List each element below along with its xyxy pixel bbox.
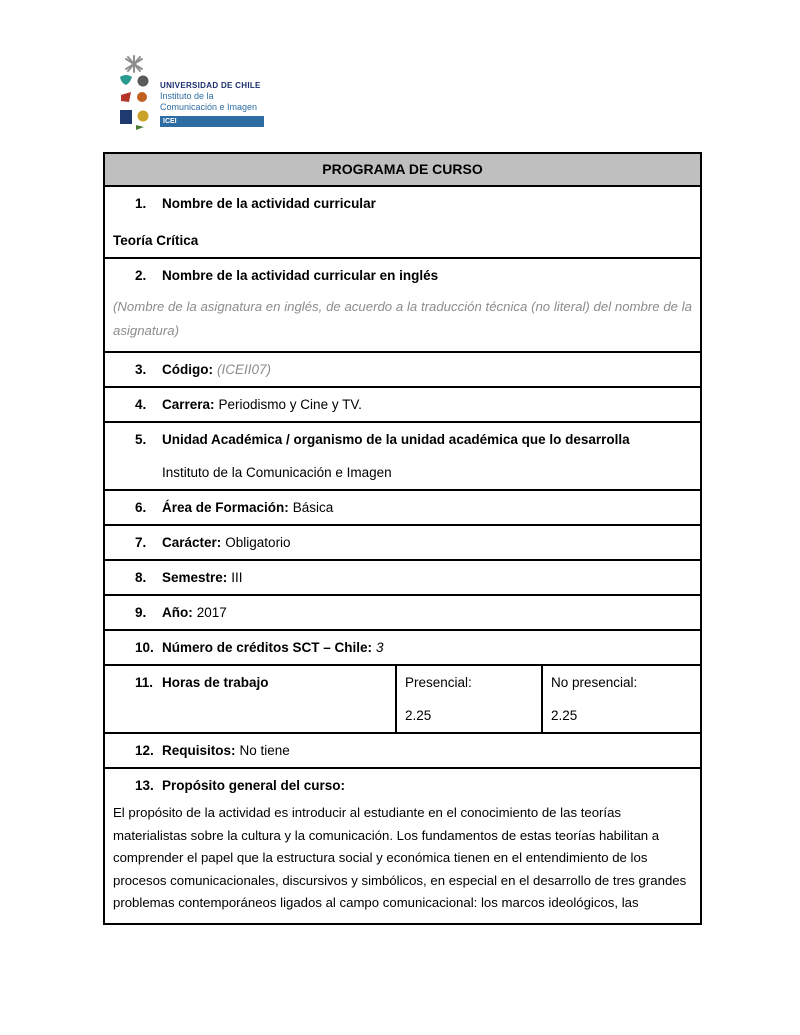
item-number-9: 9.: [135, 605, 147, 620]
table-row-13: [104, 768, 701, 924]
requisitos-value: No tiene: [239, 743, 290, 758]
nombre-actividad-line: [113, 195, 692, 212]
university-logo-text: [160, 55, 264, 127]
university-logo: [116, 55, 264, 131]
table-row-1: [104, 186, 701, 258]
nombre-ingles-note: (Nombre de la asignatura en inglés, de acuerdo a la traducción técnica (no literal) del nombre de la asignatura): [113, 299, 693, 338]
document-title: PROGRAMA DE CURSO: [104, 153, 701, 186]
item-number-3: 3.: [135, 362, 147, 377]
table-row-3: [104, 352, 701, 387]
table-row-8: [104, 560, 701, 595]
item-number-10: 10.: [135, 640, 154, 655]
institute-name-line1: Instituto de la: [160, 91, 214, 101]
institute-acronym-bar: [160, 116, 264, 127]
ano-value: 2017: [196, 605, 227, 620]
proposito-label: Propósito general del curso:: [162, 778, 346, 793]
item-number-12: 12.: [135, 743, 154, 758]
institute-acronym: ICEI: [163, 118, 177, 125]
table-row-4: [104, 387, 701, 422]
proposito-line: [113, 777, 692, 794]
table-row-11: [104, 665, 701, 733]
course-program-table: [103, 152, 702, 925]
presencial-label: Presencial:: [405, 675, 472, 690]
item-number-11: 11.: [135, 675, 154, 690]
creditos-value: 3: [376, 640, 384, 655]
requisitos-label: Requisitos:: [162, 743, 236, 758]
unidad-academica-value: Instituto de la Comunicación e Imagen: [162, 465, 392, 480]
table-row-5: [104, 422, 701, 490]
table-row-2: [104, 258, 701, 352]
table-row-9: [104, 595, 701, 630]
institute-name-line2: Comunicación e Imagen: [160, 102, 258, 112]
item-number-1: 1.: [135, 196, 147, 211]
carrera-label: Carrera:: [162, 397, 215, 412]
caracter-label: Carácter:: [162, 535, 222, 550]
codigo-value: (ICEII07): [216, 362, 271, 377]
table-row-10: [104, 630, 701, 665]
presencial-cell: [396, 665, 542, 733]
table-header-row: [104, 153, 701, 186]
table-row-7: [104, 525, 701, 560]
item-number-4: 4.: [135, 397, 147, 412]
creditos-label: Número de créditos SCT – Chile:: [162, 640, 373, 655]
item-number-7: 7.: [135, 535, 147, 550]
caracter-value: Obligatorio: [225, 535, 291, 550]
unidad-academica-label: Unidad Académica / organismo de la unidad académica que lo desarrolla: [162, 432, 630, 447]
proposito-paragraph: El propósito de la actividad es introducir al estudiante en el conocimiento de las teorías materialistas sobre la cultura y la comunicación. Los fundamentos de estas teorías habilitan a comprender el papel que la estructura social y económica tienen en el entendimiento de los procesos comunicacionales, discursivos y simbólicos, en especial en el desarrollo de tres grandes problemas contemporáneos ligados al campo comunicacional: los marcos ideológicos, las: [113, 805, 687, 910]
item-number-8: 8.: [135, 570, 147, 585]
no-presencial-label: No presencial:: [551, 675, 638, 690]
ano-label: Año:: [162, 605, 193, 620]
semestre-label: Semestre:: [162, 570, 228, 585]
area-formacion-label: Área de Formación:: [162, 500, 289, 515]
item-number-5: 5.: [135, 432, 147, 447]
presencial-value: 2.25: [405, 708, 432, 723]
table-row-6: [104, 490, 701, 525]
item-number-2: 2.: [135, 268, 147, 283]
nombre-ingles-line: [113, 267, 692, 284]
horas-trabajo-cell: [104, 665, 396, 733]
item-number-6: 6.: [135, 500, 147, 515]
unidad-academica-line: [113, 431, 692, 448]
carrera-value: Periodismo y Cine y TV.: [218, 397, 362, 412]
university-crest-icon: [116, 55, 152, 131]
university-name: UNIVERSIDAD DE CHILE: [160, 81, 261, 90]
nombre-actividad-label: Nombre de la actividad curricular: [162, 196, 376, 211]
codigo-label: Código:: [162, 362, 213, 377]
item-number-13: 13.: [135, 778, 154, 793]
area-formacion-value: Básica: [292, 500, 334, 515]
nombre-ingles-label: Nombre de la actividad curricular en inglés: [162, 268, 439, 283]
nombre-actividad-value: Teoría Crítica: [113, 233, 199, 248]
no-presencial-value: 2.25: [551, 708, 578, 723]
no-presencial-cell: [542, 665, 701, 733]
table-row-12: [104, 733, 701, 768]
horas-trabajo-label: Horas de trabajo: [162, 675, 269, 690]
semestre-value: III: [231, 570, 243, 585]
